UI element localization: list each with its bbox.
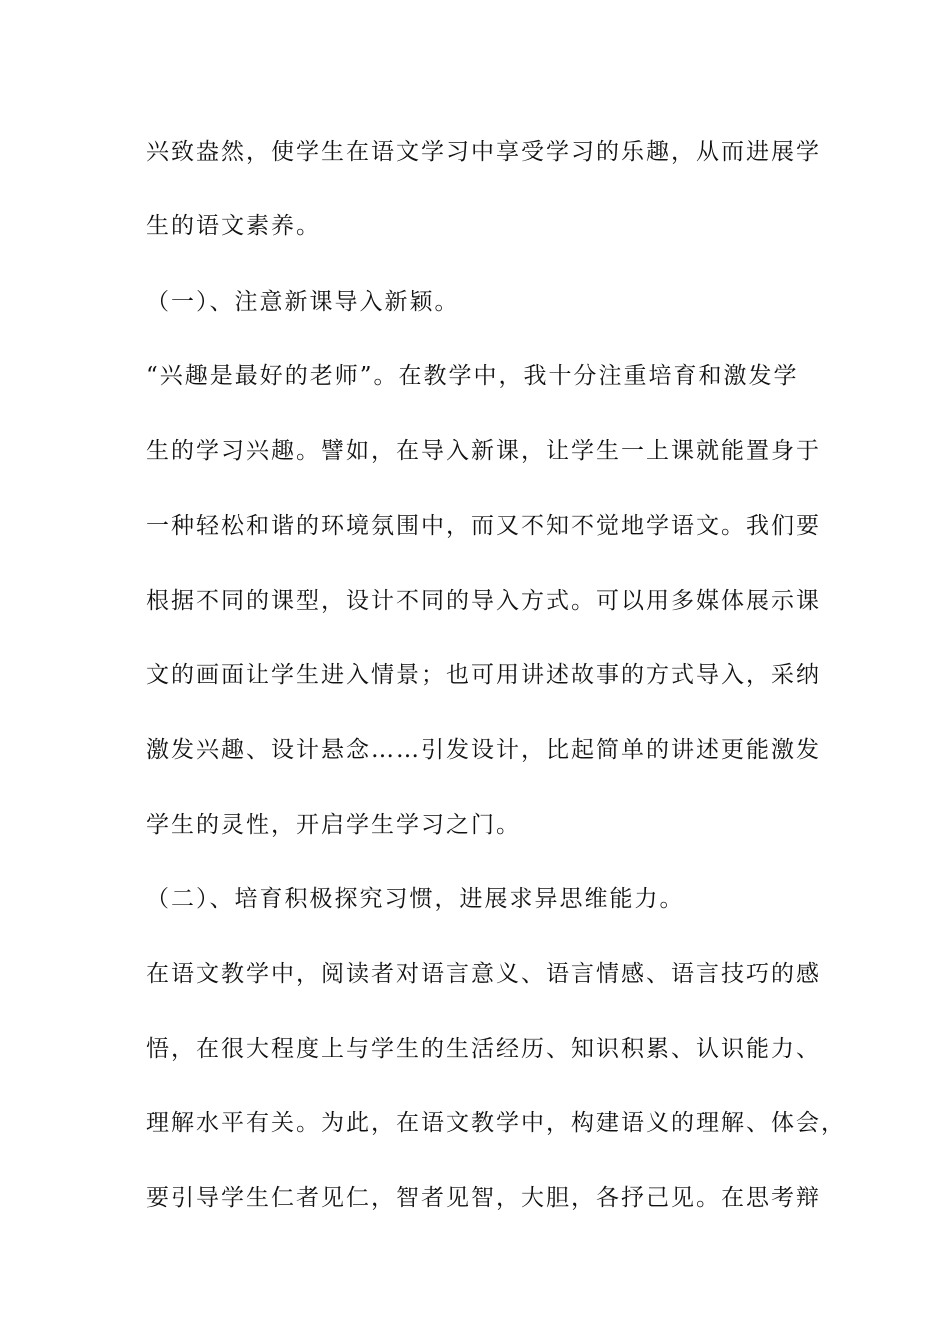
text-line: 兴致盎然，使学生在语文学习中享受学习的乐趣，从而进展学 [146, 139, 821, 165]
text-line: 一种轻松和谐的环境氛围中，而又不知不觉地学语文。我们要 [146, 513, 821, 539]
text-line: 根据不同的课型，设计不同的导入方式。可以用多媒体展示课 [146, 588, 821, 614]
text-line: 悟，在很大程度上与学生的生活经历、知识积累、认识能力、 [146, 1036, 821, 1062]
text-line: 理解水平有关。为此，在语文教学中，构建语义的理解、体会， [146, 1110, 846, 1136]
text-line: 学生的灵性，开启学生学习之门。 [146, 812, 521, 838]
text-line: 要引导学生仁者见仁，智者见智，大胆，各抒己见。在思考辩 [146, 1185, 821, 1211]
text-line: 文的画面让学生进入情景；也可用讲述故事的方式导入，采纳 [146, 662, 821, 688]
text-line: 在语文教学中，阅读者对语言意义、语言情感、语言技巧的感 [146, 961, 821, 987]
text-line: 生的语文素养。 [146, 213, 321, 239]
text-line: “兴趣是最好的老师”。在教学中，我十分注重培育和激发学 [146, 363, 799, 389]
text-line: 激发兴趣、设计悬念……引发设计，比起简单的讲述更能激发 [146, 737, 821, 763]
section-heading: （二）、培育积极探究习惯，进展求异思维能力。 [146, 886, 685, 912]
section-heading: （一）、注意新课导入新颖。 [146, 289, 460, 315]
text-line: 生的学习兴趣。譬如，在导入新课，让学生一上课就能置身于 [146, 438, 821, 464]
